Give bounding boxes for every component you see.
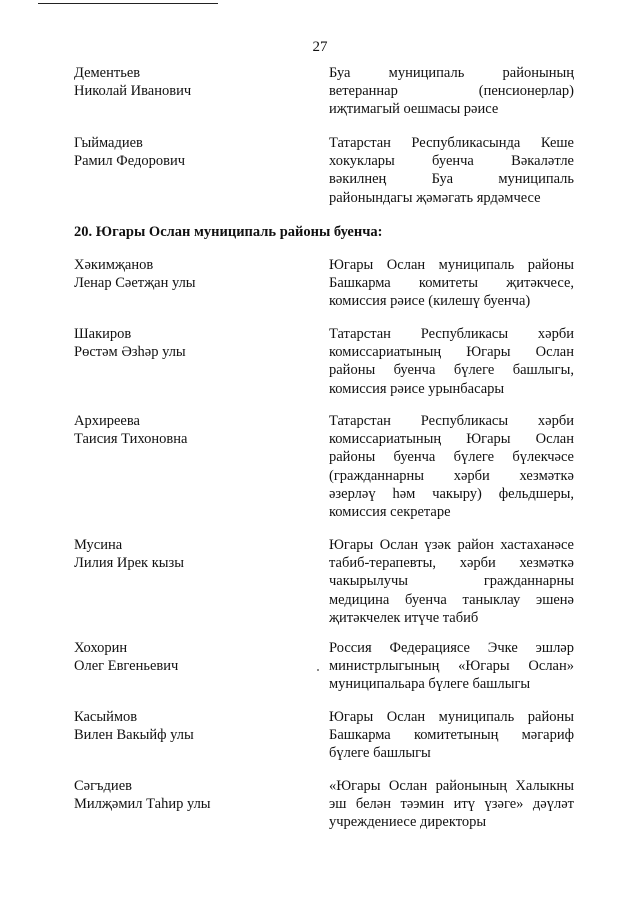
entry-name: Дементьев Николай Иванович	[74, 65, 192, 100]
entry-name: Архиреева Таисия Тихоновна	[74, 413, 188, 448]
entry-name: Шакиров Рөстәм Әзһәр улы	[74, 326, 186, 361]
entry-name: Хәкимҗанов Ленар Сәетҗан улы	[74, 257, 196, 292]
entry-role: Россия Федерациясе Эчке эшләр министрлыгының «Югары Ослан» муниципальара бүлеге башлыгы	[329, 640, 574, 693]
entry-role: Татарстан Республикасы хәрби комиссариатының Югары Ослан районы буенча бүлеге башлыгы, комиссия рәисе урынбасары	[329, 326, 574, 397]
entry-role: «Югары Ослан районының Халыкны эш белән тәэмин итү үзәге» дәүләт учреждениесе директоры	[329, 778, 574, 831]
section-heading: 20. Югары Ослан муниципаль районы буенча:	[74, 224, 383, 240]
stray-dot	[317, 669, 319, 671]
entry-name: Сәгъдиев Милҗәмил Таһир улы	[74, 778, 211, 813]
entry-role: Татарстан Республикасында Кеше хокуклары буенча Вәкаләтле вәкилнең Буа муниципаль районындагы җәмәгать ярдәмчесе	[329, 135, 574, 206]
entry-role: Югары Ослан үзәк район хастаханәсе табиб-терапевты, хәрби хезмәткә чакырылучы гражданнарны медицина буенча таныклау эшенә җитәкчелек итүче табиб	[329, 537, 574, 626]
entry-name: Хохорин Олег Евгеньевич	[74, 640, 179, 675]
entry-name: Касыймов Вилен Вакыйф улы	[74, 709, 194, 744]
entry-name: Гыймадиев Рамил Федорович	[74, 135, 186, 170]
entry-role: Татарстан Республикасы хәрби комиссариатының Югары Ослан районы буенча бүлеге бүлекчәсе (гражданнарны хәрби хезмәткә әзерләү һәм чакыру) фельдшеры, комиссия секретаре	[329, 413, 574, 521]
entry-role: Буа муниципаль районының ветераннар (пенсионерлар) иҗтимагый оешмасы рәисе	[329, 65, 574, 118]
page-number: 27	[312, 39, 328, 55]
entry-role: Югары Ослан муниципаль районы Башкарма комитеты җитәкчесе, комиссия рәисе (килешү буенча)	[329, 257, 574, 310]
entry-role: Югары Ослан муниципаль районы Башкарма комитетының мәгариф бүлеге башлыгы	[329, 709, 574, 762]
entry-name: Мусина Лилия Ирек кызы	[74, 537, 184, 572]
top-rule	[38, 3, 218, 4]
